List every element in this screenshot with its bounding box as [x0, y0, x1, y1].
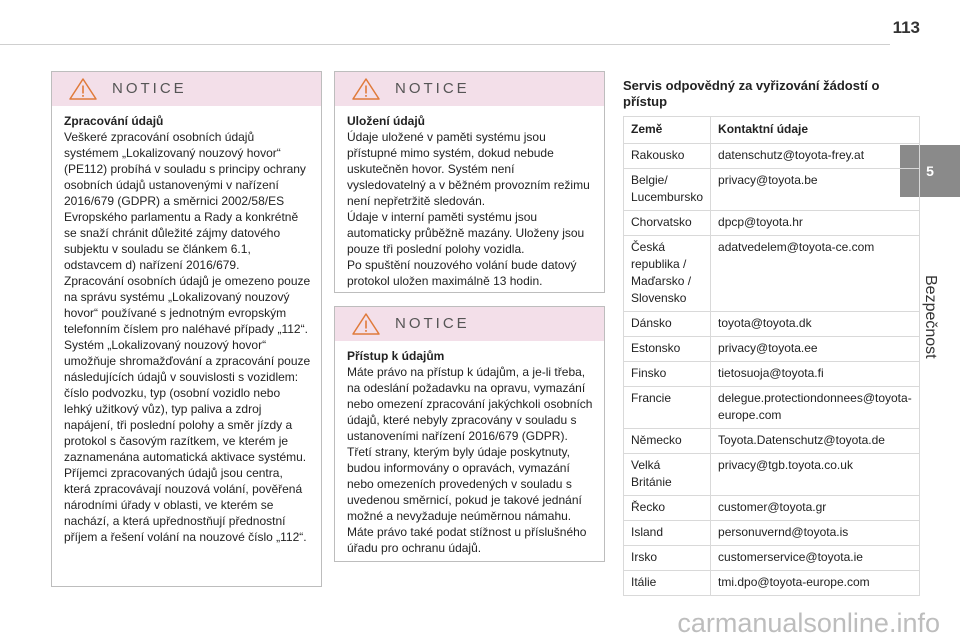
contact-cell: tmi.dpo@toyota-europe.com — [711, 571, 920, 596]
contact-cell: customerservice@toyota.ie — [711, 546, 920, 571]
contact-cell: delegue.protectiondonnees@toyota-europe.com — [711, 387, 920, 429]
notice-subhead: Přístup k údajům — [347, 349, 445, 363]
notice-data-access — [334, 306, 605, 562]
contact-cell: Toyota.Datenschutz@toyota.de — [711, 429, 920, 454]
column-header-contact: Kontaktní údaje — [711, 117, 920, 144]
table-row — [624, 211, 920, 236]
table-row — [624, 387, 920, 429]
warning-triangle-icon — [351, 77, 381, 101]
country-cell: Irsko — [624, 546, 711, 571]
chapter-number: 5 — [926, 163, 934, 179]
page-number: 113 — [892, 18, 920, 37]
table-row — [624, 236, 920, 312]
country-cell: Island — [624, 521, 711, 546]
country-cell: Česká republika / Maďarsko / Slovensko — [624, 236, 711, 312]
watermark: carmanualsonline.info — [677, 608, 940, 638]
table-row — [624, 144, 920, 169]
notice-data-processing — [51, 71, 322, 587]
country-cell: Estonsko — [624, 337, 711, 362]
country-cell: Itálie — [624, 571, 711, 596]
notice-subhead: Uložení údajů — [347, 114, 425, 128]
notice-text: Máte právo na přístup k údajům, a je-li třeba, na odeslání požadavku na opravu, vymazání nebo omezení zpracování jakýchkoli osobních údajů, které nebyly zpracovány v souladu s ustanoveními nařízení 2016/679 (GDPR). Třetí strany, kterým byly údaje poskytnuty, budou informovány o opravách, vymazání nebo omezeních provedených v souladu s uvedenou směrnicí, pokud je takové jednání možné a nevyžaduje neúměrnou námahu. Máte právo také podat stížnost u příslušného úřadu pro ochranu údajů. — [347, 365, 593, 555]
section-title: Servis odpovědný za vyřizování žádostí o přístup — [623, 78, 880, 109]
table-row — [624, 571, 920, 596]
country-cell: Rakousko — [624, 144, 711, 169]
table-row — [624, 546, 920, 571]
table-row — [624, 362, 920, 387]
table-row — [624, 454, 920, 496]
notice-title: NOTICE — [395, 80, 470, 97]
table-row — [624, 337, 920, 362]
warning-triangle-icon — [68, 77, 98, 101]
contact-cell: dpcp@toyota.hr — [711, 211, 920, 236]
notice-header — [335, 72, 604, 106]
country-cell: Francie — [624, 387, 711, 429]
notice-title: NOTICE — [395, 315, 470, 332]
table-row — [624, 429, 920, 454]
country-cell: Řecko — [624, 496, 711, 521]
contact-cell: datenschutz@toyota-frey.at — [711, 144, 920, 169]
table-row — [624, 521, 920, 546]
header-divider — [0, 44, 890, 45]
country-cell: Belgie/ Lucembursko — [624, 169, 711, 211]
notice-title: NOTICE — [112, 80, 187, 97]
contacts-table — [623, 116, 920, 596]
table-row — [624, 169, 920, 211]
contact-cell: personuvernd@toyota.is — [711, 521, 920, 546]
contact-cell: privacy@tgb.toyota.co.uk — [711, 454, 920, 496]
table-header-row — [624, 117, 920, 144]
table-row — [624, 312, 920, 337]
notice-data-storage — [334, 71, 605, 293]
country-cell: Německo — [624, 429, 711, 454]
notice-text: Veškeré zpracování osobních údajů systémem „Lokalizovaný nouzový hovor“ (PE112) probíhá v souladu s principy ochrany osobních údajů ustanovenými v nařízení 2016/679 (GDPR) a směrnici 2002/58/ES Evropského parlamentu a Rady a konkrétně se snaží chránit důležité zájmy datového subjektu v souladu se článkem 6.1, odstavcem d) nařízení 2016/679. Zpracování osobních údajů je omezeno pouze na správu systému „Lokalizovaný nouzový hovor“ používané s jednotným evropským telefonním číslem pro naléhavé případy „112“. Systém „Lokalizovaný nouzový hovor“ umožňuje shromažďování a zpracování pouze následujících údajů v souvislosti s vozidlem: číslo podvozku, typ (osobní vozidlo nebo lehký užitkový vůz), typ paliva a zdroj napájení, tři poslední polohy a směr jízdy a protokol s časovým razítkem, ve kterém je zaznamenána automatická aktivace systému. Příjemci zpracovaných údajů jsou centra, která zpracovávají nouzová volání, pověřená národními úřady v oblasti, ve kterém se nachází, a která upřednostňují přednostní příjem a řešení volání na nouzové číslo „112“. — [64, 130, 311, 544]
contact-cell: privacy@toyota.ee — [711, 337, 920, 362]
country-cell: Finsko — [624, 362, 711, 387]
contact-cell: tietosuoja@toyota.fi — [711, 362, 920, 387]
contact-cell: toyota@toyota.dk — [711, 312, 920, 337]
notice-subhead: Zpracování údajů — [64, 114, 164, 128]
country-cell: Chorvatsko — [624, 211, 711, 236]
country-cell: Velká Británie — [624, 454, 711, 496]
notice-header — [52, 72, 321, 106]
notice-header — [335, 307, 604, 341]
warning-triangle-icon — [351, 312, 381, 336]
contact-cell: customer@toyota.gr — [711, 496, 920, 521]
column-header-country: Země — [624, 117, 711, 144]
contact-cell: adatvedelem@toyota-ce.com — [711, 236, 920, 312]
notice-text: Údaje uložené v paměti systému jsou přístupné mimo systém, dokud nebude uskutečněn hovor. Systém není vysledovatelný a v běžném provozním režimu není nepřetržitě sledován. Údaje v interní paměti systému jsou automaticky průběžně mazány. Uloženy jsou pouze tři poslední polohy vozidla. Po spuštění nouzového volání bude datový protokol uložen maximálně 13 hodin. — [347, 130, 590, 288]
contact-cell: privacy@toyota.be — [711, 169, 920, 211]
chapter-label: Bezpečnost — [922, 275, 939, 359]
country-cell: Dánsko — [624, 312, 711, 337]
table-row — [624, 496, 920, 521]
